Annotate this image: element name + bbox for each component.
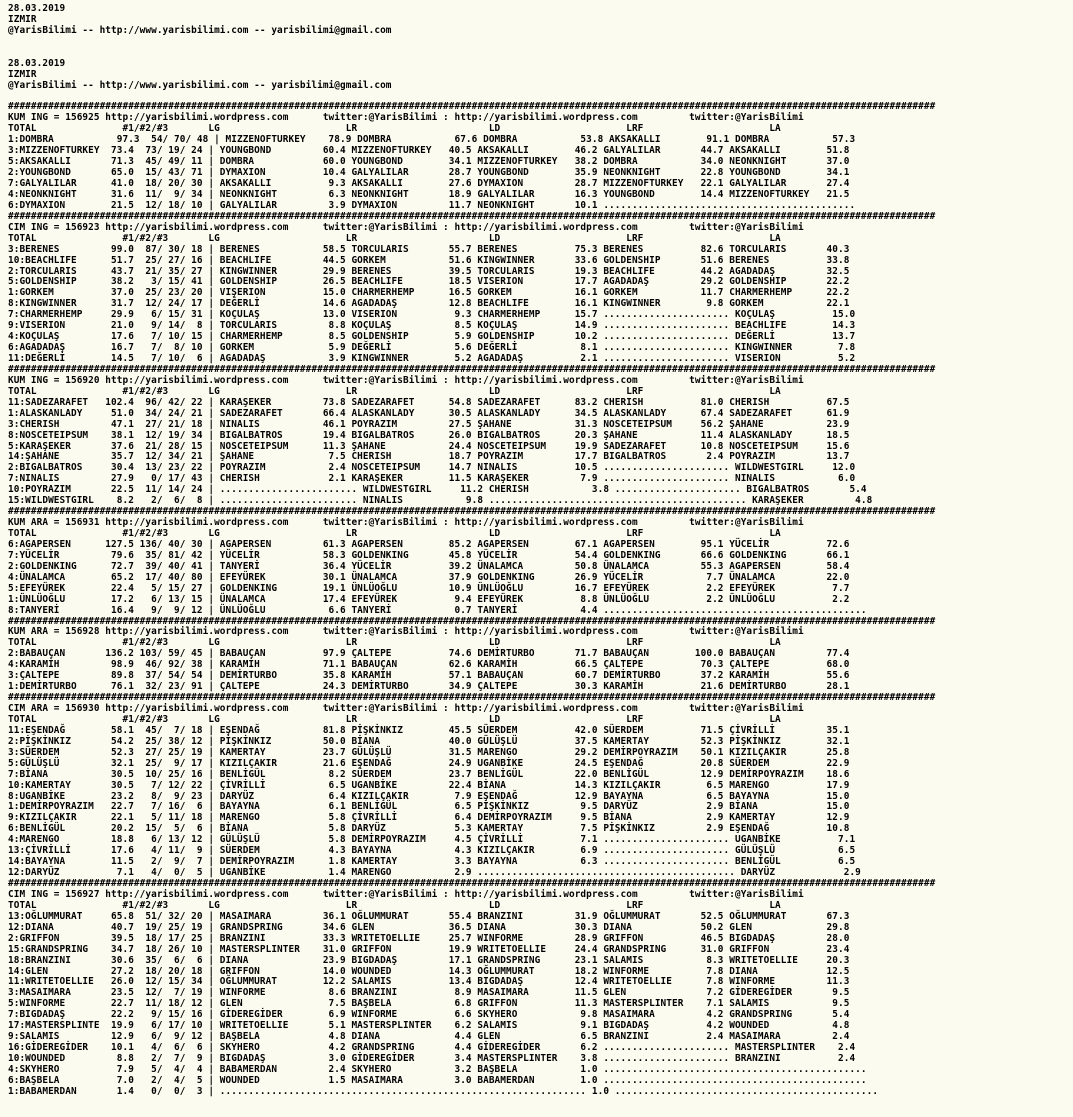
report-line: 9:SALAMIS 12.9 6/ 9/ 12 | BAŞBELA 4.8 DIANA 4.4 GLEN 6.5 BRANZINI 2.4 MASAIMARA 2.4 [8, 1031, 850, 1043]
report-line: 18:BRANZINI 30.6 35/ 6/ 6 | DIANA 23.9 BIGDADAŞ 17.1 GRANDSPRING 23.1 SALAMIS 8.3 WRITETOELLIE 20.3 [8, 954, 850, 966]
report-line: 6:BENLİGÜL 20.2 15/ 5/ 6 | BİANA 5.8 DARYÜZ 5.3 KAMERTAY 7.5 PİŞKİNKIZ 2.9 EŞENDAĞ 10.8 [8, 823, 850, 835]
report-line: 6:BAŞBELA 7.0 2/ 4/ 5 | WOUNDED 1.5 MASAIMARA 3.0 BABAMERDAN 1.0 .............................................. [8, 1074, 867, 1086]
report-line: TOTAL #1/#2/#3 LG LR LD LRF LA [8, 637, 781, 649]
report-line: 5:KARAŞEKER 37.6 21/ 28/ 15 | NOSCETEIPSUM 11.3 ŞAHANE 24.4 NOSCETEIPSUM 19.9 SADEZARAFET 10.8 NOSCETEIPSUM 15.6 [8, 440, 850, 452]
report-line: 1:ÜNLÜOĞLU 17.2 6/ 13/ 15 | ÜNALAMCA 17.4 EFEYÜREK 9.4 EFEYÜREK 8.8 ÜNLÜOĞLU 2.2 ÜNLÜOĞLU 2.2 [8, 593, 850, 605]
report-line: 10:BEACHLIFE 51.7 25/ 27/ 16 | BEACHLIFE 44.5 GORKEM 51.6 KINGWINNER 33.6 GOLDENSHIP 51.6 BERENES 33.8 [8, 254, 850, 266]
report-line: 4:NEONKNIGHT 31.6 11/ 9/ 34 | NEONKNIGHT 6.3 NEONKNIGHT 18.9 GALYALILAR 16.3 YOUNGBOND 14.4 MIZZENOFTURKEY 21.5 [8, 188, 850, 200]
separator-line: ################################################################################################################################################################## [8, 363, 936, 375]
report-line: 5:WINFORME 22.7 11/ 18/ 12 | GLEN 7.5 BAŞBELA 6.8 GRIFFON 11.3 MASTERSPLINTER 7.1 SALAMIS 9.5 [8, 998, 850, 1010]
report-line: 5:AKSAKALLI 71.3 45/ 49/ 11 | DOMBRA 60.0 YOUNGBOND 34.1 MIZZENOFTURKEY 38.2 DOMBRA 34.0 NEONKNIGHT 37.0 [8, 156, 850, 168]
report-line: 17:MASTERSPLINTE 19.9 6/ 17/ 10 | WRITETOELLIE 5.1 MASTERSPLINTER 6.2 SALAMIS 9.1 BIGDADAŞ 4.2 WOUNDED 4.8 [8, 1020, 850, 1032]
report-line: 5:GÜLÜŞLÜ 32.1 25/ 9/ 17 | KIZILÇAKIR 21.6 EŞENDAĞ 24.9 UGANBİKE 24.5 EŞENDAĞ 20.8 SÜERDEM 22.9 [8, 757, 850, 769]
report-line: TOTAL #1/#2/#3 LG LR LD LRF LA [8, 385, 781, 397]
report-line: 4:SKYHERO 7.9 5/ 4/ 4 | BABAMERDAN 2.4 SKYHERO 3.2 BAŞBELA 1.0 .............................................. [8, 1063, 867, 1075]
report-line: 28.03.2019 [8, 3, 66, 14]
report-line: 3:MASAIMARA 23.5 12/ 7/ 19 | WINFORME 8.6 BRANZINI 8.9 MASAIMARA 11.5 GLEN 7.2 GİDEREGİDER 9.5 [8, 987, 850, 999]
report-line: 11:WRITETOELLIE 26.0 12/ 15/ 34 | OĞLUMMURAT 12.2 SALAMIS 13.4 BIGDADAŞ 12.4 WRITETOELLIE 7.8 WINFORME 11.3 [8, 976, 850, 988]
report-line: 4:MARENGO 18.8 6/ 13/ 12 | GÜLÜŞLÜ 5.8 DEMİRPOYRAZIM 4.5 ÇİVRİLLİ 7.1 ...................... UGANBİKE 7.1 [8, 834, 856, 846]
report-line: 8:NOSCETEIPSUM 38.1 12/ 19/ 34 | BIGALBATROS 19.4 BIGALBATROS 26.0 BIGALBATROS 20.3 ŞAHANE 11.4 ALASKANLADY 18.5 [8, 429, 850, 441]
report-line: KUM ING = 156925 http://yarisbilimi.wordpress.com twitter:@YarisBilimi : http://yarisbilimi.wordpress.com twitter:@YarisBilimi [8, 112, 804, 124]
report-line [8, 37, 1073, 48]
report-line: @YarisBilimi -- http://www.yarisbilimi.com -- yarisbilimi@gmail.com [8, 79, 392, 91]
report-line: 3:ÇALTEPE 89.8 37/ 54/ 54 | DEMİRTURBO 35.8 KARAMİH 57.1 BABAUÇAN 60.7 DEMİRTURBO 37.2 KARAMİH 55.6 [8, 670, 850, 682]
report-line: IZMIR [8, 68, 37, 80]
report-line: TOTAL #1/#2/#3 LG LR LD LRF LA [8, 899, 781, 911]
report-line: 1:GORKEM 37.0 25/ 23/ 20 | VIŞERION 15.0 CHARMERHEMP 16.5 GORKEM 16.1 GORKEM 11.7 CHARMERHEMP 22.2 [8, 287, 850, 299]
report-line: IZMIR [8, 13, 37, 25]
report-line: 12:DARYÜZ 7.1 4/ 0/ 5 | UGANBİKE 1.4 MARENGO 2.9 ............................................. DARYÜZ 2.9 [8, 867, 861, 879]
report-line: 11:SADEZARAFET 102.4 96/ 42/ 22 | KARAŞEKER 73.8 SADEZARAFET 54.8 SADEZARAFET 83.2 CHERISH 81.0 CHERISH 67.5 [8, 396, 850, 408]
report-line: 3:SÜERDEM 52.3 27/ 25/ 19 | KAMERTAY 23.7 GÜLÜŞLÜ 31.5 MARENGO 29.2 DEMİRPOYRAZIM 50.1 KIZILÇAKIR 25.8 [8, 746, 850, 758]
report-line: 4:KOÇULAŞ 17.6 7/ 10/ 15 | CHARMERHEMP 8.5 GOLDENSHIP 5.9 GOLDENSHIP 10.2 ...................... DEĞERLİ 13.7 [8, 331, 856, 343]
report-line: 10:POYRAZIM 22.5 11/ 14/ 24 | ........................ WILDWESTGIRL 11.2 CHERISH 3.8 ...................... BIGALBATROS 5.4 [8, 484, 867, 496]
report-line: 3:BERENES 99.0 87/ 30/ 18 | BERENES 58.5 TORCULARIS 55.7 BERENES 75.3 BERENES 82.6 TORCULARIS 40.3 [8, 243, 850, 255]
report-line: KUM ARA = 156931 http://yarisbilimi.wordpress.com twitter:@YarisBilimi : http://yarisbilimi.wordpress.com twitter:@YarisBilimi [8, 517, 804, 529]
report-line [8, 48, 1073, 59]
separator-line: ################################################################################################################################################################## [8, 692, 936, 704]
separator-line: ################################################################################################################################################################## [8, 101, 936, 113]
report-line: 8:UGANBİKE 23.2 8/ 9/ 23 | DARYÜZ 6.4 KIZILÇAKIR 7.9 EŞENDAĞ 12.9 BAYAYNA 6.5 BAYAYNA 15.0 [8, 790, 850, 802]
report-line: 28.03.2019 [8, 57, 66, 69]
report-line: 3:MIZZENOFTURKEY 73.4 73/ 19/ 24 | YOUNGBOND 60.4 MIZZENOFTURKEY 40.5 AKSAKALLI 46.2 GALYALILAR 44.7 AKSAKALLI 51.8 [8, 145, 850, 157]
report-line: TOTAL #1/#2/#3 LG LR LD LRF LA [8, 528, 781, 539]
report-line: 14:BAYAYNA 11.5 2/ 9/ 7 | DEMİRPOYRAZIM 1.8 KAMERTAY 3.3 BAYAYNA 6.3 ...................... BENLİGÜL 6.5 [8, 856, 856, 868]
report-line: 13:OĞLUMMURAT 65.8 51/ 32/ 20 | MASAIMARA 36.1 OĞLUMMURAT 55.4 BRANZINI 31.9 OĞLUMMURAT 52.5 OĞLUMMURAT 67.3 [8, 910, 850, 922]
separator-line: ################################################################################################################################################################## [8, 878, 936, 889]
report-line: 5:EFEYÜREK 22.4 5/ 15/ 27 | GOLDENKING 19.1 ÜNLÜOĞLU 10.9 ÜNLÜOĞLU 16.7 EFEYÜREK 2.2 EFEYÜREK 7.7 [8, 582, 850, 594]
report-line: TOTAL #1/#2/#3 LG LR LD LRF LA [8, 232, 781, 244]
report-line: 2:GRIFFON 39.5 18/ 17/ 25 | BRANZINI 33.3 WRITETOELLIE 25.7 WINFORME 28.9 GRIFFON 46.5 BIGDADAŞ 28.0 [8, 932, 850, 944]
report-line: 6:AGAPERSEN 127.5 136/ 40/ 30 | AGAPERSEN 61.3 AGAPERSEN 85.2 AGAPERSEN 67.1 AGAPERSEN 95.1 YÜCELİR 72.6 [8, 538, 850, 550]
report-line: 1:ALASKANLADY 51.0 34/ 24/ 21 | SADEZARAFET 66.4 ALASKANLADY 30.5 ALASKANLADY 34.5 ALASKANLADY 67.4 SADEZARAFET 61.9 [8, 407, 850, 419]
report-line: 3:CHERISH 47.1 27/ 21/ 18 | NINALIS 46.1 POYRAZIM 27.5 ŞAHANE 31.3 NOSCETEIPSUM 56.2 ŞAHANE 23.9 [8, 418, 850, 430]
report-line: 1:BABAMERDAN 1.4 0/ 0/ 3 | ................................................................ 1.0 .............................................. [8, 1085, 879, 1097]
report-line: 2:TORCULARIS 43.7 21/ 35/ 27 | KINGWINNER 29.9 BERENES 39.5 TORCULARIS 19.3 BEACHLIFE 44.2 AGADADAŞ 32.5 [8, 265, 850, 277]
report-line: 4:KARAMİH 98.9 46/ 92/ 38 | KARAMİH 71.1 BABAUÇAN 62.6 KARAMİH 66.5 ÇALTEPE 70.3 ÇALTEPE 68.0 [8, 659, 850, 671]
report-line: 11:EŞENDAĞ 58.1 45/ 7/ 18 | EŞENDAĞ 81.8 PİŞKİNKIZ 45.5 SÜERDEM 42.0 SÜERDEM 71.5 ÇİVRİLLİ 35.1 [8, 724, 850, 736]
separator-line: ################################################################################################################################################################## [8, 210, 936, 222]
report-line: 7:GALYALILAR 41.0 18/ 20/ 30 | AKSAKALLI 9.3 AKSAKALLI 27.6 DYMAXION 28.7 MIZZENOFTURKEY 22.1 GALYALILAR 27.4 [8, 178, 850, 189]
report-line: 8:KINGWINNER 31.7 12/ 24/ 17 | DEĞERLİ 14.6 AGADADAŞ 12.8 BEACHLIFE 16.1 KINGWINNER 9.8 GORKEM 22.1 [8, 298, 850, 310]
report-line: 7:YÜCELİR 79.6 35/ 81/ 42 | YÜCELİR 58.3 GOLDENKING 45.8 YÜCELİR 54.4 GOLDENKING 66.6 GOLDENKING 66.1 [8, 549, 850, 561]
report-line: 2:BABAUÇAN 136.2 103/ 59/ 45 | BABAUÇAN 97.9 ÇALTEPE 74.6 DEMİRTURBO 71.7 BABAUÇAN 100.0 BABAUÇAN 77.4 [8, 648, 850, 660]
report-line: 7:BİANA 30.5 10/ 25/ 16 | BENLİGÜL 8.2 SÜERDEM 23.7 BENLİGÜL 22.0 BENLİGÜL 12.9 DEMİRPOYRAZIM 18.6 [8, 768, 850, 780]
report-line: KUM ING = 156920 http://yarisbilimi.wordpress.com twitter:@YarisBilimi : http://yarisbilimi.wordpress.com twitter:@YarisBilimi [8, 374, 804, 386]
report-line: @YarisBilimi -- http://www.yarisbilimi.com -- yarisbilimi@gmail.com [8, 24, 392, 36]
report-line: 6:DYMAXION 21.5 12/ 18/ 10 | GALYALILAR 3.9 DYMAXION 11.7 NEONKNIGHT 10.1 ............................................ [8, 199, 856, 211]
report-line: 7:BIGDADAŞ 22.2 9/ 15/ 16 | GİDEREGİDER 6.9 WINFORME 6.6 SKYHERO 9.8 MASAIMARA 4.2 GRANDSPRING 5.4 [8, 1009, 850, 1021]
separator-line: ################################################################################################################################################################## [8, 506, 936, 518]
report-line: 2:YOUNGBOND 65.0 15/ 43/ 71 | DYMAXION 10.4 GALYALILAR 28.7 YOUNGBOND 35.9 NEONKNIGHT 22.8 YOUNGBOND 34.1 [8, 167, 850, 179]
report-line: 12:DIANA 40.7 19/ 25/ 19 | GRANDSPRING 34.6 GLEN 36.5 DIANA 30.3 DIANA 50.2 GLEN 29.8 [8, 921, 850, 933]
report-line: TOTAL #1/#2/#3 LG LR LD LRF LA [8, 713, 781, 725]
report-line: 2:BIGALBATROS 30.4 13/ 23/ 22 | POYRAZIM 2.4 NOSCETEIPSUM 14.7 NINALIS 10.5 ...................... WILDWESTGIRL 12.0 [8, 462, 856, 474]
report-line: 16:GİDEREGİDER 10.1 4/ 6/ 6 | SKYHERO 4.2 GRANDSPRING 4.4 GİDEREGİDER 6.2 ...................... MASTERSPLINTER 2.4 [8, 1042, 856, 1054]
report-line: 9:KIZILÇAKIR 22.1 5/ 11/ 18 | MARENGO 5.8 ÇİVRİLLİ 6.4 DEMİRPOYRAZIM 9.5 BİANA 2.9 KAMERTAY 12.9 [8, 812, 850, 824]
report-line: CIM ING = 156923 http://yarisbilimi.wordpress.com twitter:@YarisBilimi : http://yarisbilimi.wordpress.com twitter:@YarisBilimi [8, 221, 804, 233]
report-line: 7:CHARMERHEMP 29.9 6/ 15/ 31 | KOÇULAŞ 13.0 VISERION 9.3 CHARMERHEMP 15.7 ...................... KOÇULAŞ 15.0 [8, 309, 856, 321]
report-line: CIM ARA = 156930 http://yarisbilimi.wordpress.com twitter:@YarisBilimi : http://yarisbilimi.wordpress.com twitter:@YarisBilimi [8, 703, 804, 714]
report-line: 5:GOLDENSHIP 38.2 3/ 15/ 41 | GOLDENSHIP 26.5 BEACHLIFE 18.5 VISERION 17.7 AGADADAŞ 29.2 GOLDENSHIP 22.2 [8, 276, 850, 288]
report-line: 14:ŞAHANE 35.7 12/ 34/ 21 | ŞAHANE 7.5 CHERISH 18.7 POYRAZIM 17.7 BIGALBATROS 2.4 POYRAZIM 13.7 [8, 451, 850, 463]
report-line: 2:GOLDENKING 72.7 39/ 40/ 41 | TANYERİ 36.4 YÜCELİR 39.2 ÜNALAMCA 50.8 ÜNALAMCA 55.3 AGAPERSEN 58.4 [8, 560, 850, 572]
report-line: TOTAL #1/#2/#3 LG LR LD LRF LA [8, 123, 781, 135]
report-line: 6:AGADADAŞ 16.7 7/ 8/ 10 | GORKEM 5.9 DEĞERLİ 5.6 DEĞERLİ 8.1 ...................... KINGWINNER 7.8 [8, 342, 856, 354]
report-line: 9:VISERION 21.0 9/ 14/ 8 | TORCULARIS 8.8 KOÇULAŞ 8.5 KOÇULAŞ 14.9 ...................... BEACHLIFE 14.3 [8, 320, 856, 332]
report-line: 2:PİŞKİNKIZ 54.2 25/ 38/ 12 | PİŞKİNKIZ 50.0 BİANA 40.0 GÜLÜŞLÜ 37.5 KAMERTAY 52.3 PİŞKİNKIZ 32.1 [8, 735, 850, 747]
report-line: 15:WILDWESTGIRL 8.2 2/ 6/ 8 | ........................ NINALIS 9.8 ............................................. KARAŞEKER 4.8 [8, 495, 873, 507]
report-line: 1:DEMİRPOYRAZIM 22.7 7/ 16/ 6 | BAYAYNA 6.1 BENLİGÜL 6.5 PİŞKİNKIZ 9.5 DARYÜZ 2.9 BİANA 15.0 [8, 801, 850, 813]
separator-line: ################################################################################################################################################################## [8, 615, 936, 627]
report-line: CIM ING = 156927 http://yarisbilimi.wordpress.com twitter:@YarisBilimi : http://yarisbilimi.wordpress.com twitter:@YarisBilimi [8, 888, 804, 900]
report-line: 10:KAMERTAY 30.5 7/ 12/ 22 | ÇİVRİLLİ 6.5 UGANBİKE 22.4 BİANA 14.3 KIZILÇAKIR 6.5 MARENGO 17.9 [8, 779, 850, 791]
report-line: 11:DEĞERLİ 14.5 7/ 10/ 6 | AGADADAŞ 3.9 KINGWINNER 5.2 AGADADAŞ 2.1 ...................... VISERION 5.2 [8, 353, 856, 364]
report-line: 14:GLEN 27.2 18/ 20/ 18 | GRIFFON 14.0 WOUNDED 14.3 OĞLUMMURAT 18.2 WINFORME 7.8 DIANA 12.5 [8, 965, 850, 977]
report-line: 1:DOMBRA 97.3 54/ 70/ 48 | MIZZENOFTURKEY 78.9 DOMBRA 67.6 DOMBRA 53.8 AKSAKALLI 91.1 DOMBRA 57.3 [8, 134, 856, 146]
report-line: 4:ÜNALAMCA 65.2 17/ 40/ 80 | EFEYÜREK 30.1 ÜNALAMCA 37.9 GOLDENKING 26.9 YÜCELİR 7.7 ÜNALAMCA 22.0 [8, 571, 850, 583]
report-line: KUM ARA = 156928 http://yarisbilimi.wordpress.com twitter:@YarisBilimi : http://yarisbilimi.wordpress.com twitter:@YarisBilimi [8, 626, 804, 638]
report-line: 13:ÇİVRİLLİ 17.6 4/ 11/ 9 | SÜERDEM 4.3 BAYAYNA 4.3 KIZILÇAKIR 6.9 ...................... GÜLÜŞLÜ 6.5 [8, 845, 856, 857]
report-line: 7:NINALIS 27.9 0/ 17/ 43 | CHERISH 2.1 KARAŞEKER 11.5 KARAŞEKER 7.9 ...................... NINALIS 6.0 [8, 473, 856, 485]
report-line: 8:TANYERİ 16.4 9/ 9/ 12 | ÜNLÜOĞLU 6.6 TANYERİ 0.7 TANYERİ 4.4 .............................................. [8, 604, 867, 616]
report-line: 10:WOUNDED 8.8 2/ 7/ 9 | BIGDADAŞ 3.0 GİDEREGİDER 3.4 MASTERSPLINTER 3.8 ...................... BRANZINI 2.4 [8, 1053, 856, 1064]
report-line: 15:GRANDSPRING 34.7 18/ 26/ 10 | MASTERSPLINTER 31.0 GRIFFON 19.9 WRITETOELLIE 24.4 GRANDSPRING 31.0 GRIFFON 23.4 [8, 943, 850, 955]
report-line: 1:DEMİRTURBO 76.1 32/ 23/ 91 | ÇALTEPE 24.3 DEMİRTURBO 34.9 ÇALTEPE 30.3 KARAMİH 21.6 DEMİRTURBO 28.1 [8, 681, 850, 693]
